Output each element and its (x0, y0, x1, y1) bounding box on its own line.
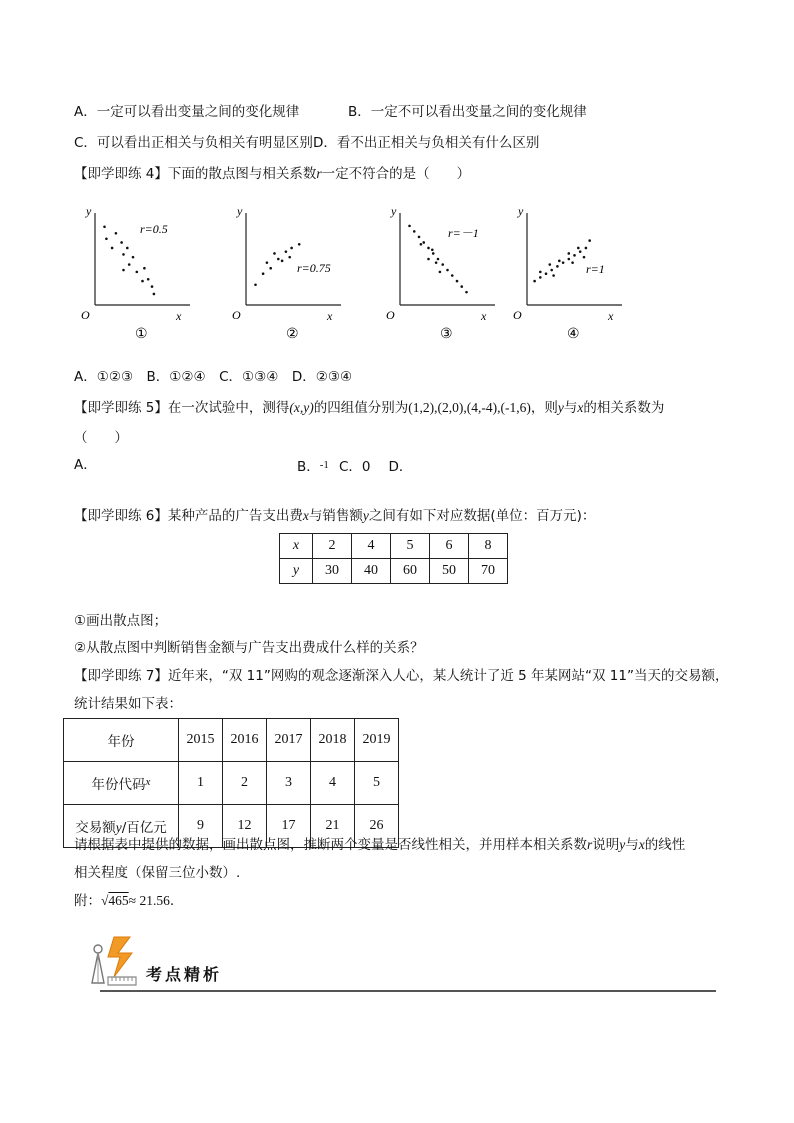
header-code-text: 年份代码 (91, 777, 146, 793)
correlation-label: r=1 (586, 262, 605, 276)
scatter-point (427, 258, 430, 261)
table-cell: 2018 (311, 719, 355, 762)
var-x: x (577, 400, 584, 415)
scatter-point (120, 241, 123, 244)
scatter-point (288, 256, 291, 259)
exercise-5-values: (1,2),(2,0),(4,-4),(-1,6) (408, 400, 531, 415)
table-cell: 2017 (267, 719, 311, 762)
scatter-point (269, 267, 272, 270)
table-cell: 40 (352, 559, 391, 584)
scatter-point (558, 260, 561, 263)
exercise-4-choices-text: A．①②③ B．①②④ C．①③④ D．②③④ (74, 369, 353, 385)
scatter-point (435, 261, 438, 264)
plot-number: ① (135, 327, 148, 342)
exercise-6-text-a: 某种产品的广告支出费 (167, 508, 303, 524)
scatter-point (147, 278, 150, 281)
exercise-7-text-line1: 近年来，“双 11”网购的观念逐渐深入人心，某人统计了近 5 年某网站“双 11”当天的交易额， (167, 668, 729, 684)
scatter-point (126, 247, 129, 250)
scatter-point (556, 265, 559, 268)
exercise-6-question (74, 507, 595, 525)
table-cell: 5 (355, 762, 399, 805)
scatter-point (568, 252, 571, 255)
exercise-5-option-a: A． (74, 457, 97, 473)
table-cell: 2019 (355, 719, 399, 762)
table-cell: 2016 (223, 719, 267, 762)
scatter-point (153, 293, 156, 296)
scatter-point (266, 261, 269, 264)
table-header (64, 762, 179, 805)
scatter-point (539, 271, 542, 274)
x-axis-label: x (608, 309, 614, 323)
exercise-7-q-a: 请根据表中提供的数据，画出散点图，推断两个变量是否线性相关，并用样本相关系数 (74, 837, 587, 853)
origin-label: O (513, 308, 522, 322)
table-cell: 3 (267, 762, 311, 805)
scatter-point (441, 263, 444, 266)
exercise-7-text-line2: 统计结果如下表： (74, 696, 182, 712)
var-r: r (587, 837, 593, 852)
sqrt-formula: √465 (101, 893, 129, 908)
exercise-5-text-e: 的相关系数为 (583, 400, 665, 416)
option-b-text: B．一定不可以看出变量之间的变化规律 (348, 104, 587, 120)
table-cell: 5 (391, 534, 430, 559)
section-divider (100, 990, 716, 992)
var-x: x (638, 837, 645, 852)
exercise-7-q-line2: 相关程度（保留三位小数）. (74, 865, 241, 881)
plot-number: ④ (567, 327, 580, 342)
scatter-plots (0, 195, 794, 355)
option-c-d-top (74, 134, 539, 152)
scatter-point (568, 258, 571, 261)
exercise-6-q1-text: ①画出散点图； (74, 613, 168, 629)
exercise-4-choices (74, 368, 352, 386)
scatter-point (281, 260, 284, 263)
pair-xy: (x,y) (289, 400, 314, 415)
scatter-point (413, 230, 416, 233)
table-row-y (280, 559, 508, 584)
var-y: y (557, 400, 564, 415)
exercise-7-q-c: 与 (625, 837, 639, 853)
table-cell: 2015 (179, 719, 223, 762)
scatter-point (290, 247, 293, 250)
y-axis-label: y (237, 204, 243, 218)
scatter-point (549, 263, 552, 266)
scatter-point (420, 243, 423, 246)
exercise-7-question-line2 (74, 864, 240, 882)
answer-paren: （ ） (74, 430, 128, 446)
scatter-point (115, 232, 118, 235)
scatter-point (422, 241, 425, 244)
table-cell: 17 (267, 805, 311, 848)
exercise-5-option-c: C．0 (338, 459, 371, 475)
scatter-point (552, 274, 555, 277)
exercise-6-q2 (74, 639, 424, 657)
scatter-point (136, 271, 139, 274)
table-row-code (64, 762, 399, 805)
table-cell: 70 (469, 559, 508, 584)
exercise-6-q2-text: ②从散点图中判断销售金额与广告支出费成什么样的关系？ (74, 640, 424, 656)
table-cell: 2 (313, 534, 352, 559)
scatter-point (103, 226, 106, 229)
scatter-point (408, 225, 411, 228)
exercise-6-tag: 【即学即练 6】 (74, 508, 168, 524)
exercise-7-line2 (74, 695, 182, 713)
section-logo-icon (84, 931, 144, 991)
exercise-5-question (74, 399, 664, 417)
exercise-4-text-b: 一定不符合的是（ ） (321, 166, 471, 182)
var-y: y (619, 837, 626, 852)
table-cell: x (280, 534, 313, 559)
exercise-6-text-c: 之间有如下对应数据(单位：百万元)： (368, 508, 596, 524)
table-cell: 12 (223, 805, 267, 848)
scatter-point (588, 239, 591, 242)
scatter-point (143, 267, 146, 270)
scatter-point (550, 269, 553, 272)
table-cell: 1 (179, 762, 223, 805)
exercise-6-text-b: 与销售额 (308, 508, 363, 524)
table-row-x (280, 534, 508, 559)
exercise-5-text-c: ，则 (530, 400, 558, 416)
header-amount-unit: /百亿元 (121, 820, 167, 836)
scatter-point (446, 269, 449, 272)
scatter-point (573, 254, 576, 257)
table-cell: 21 (311, 805, 355, 848)
transaction-table (63, 718, 399, 848)
x-axis-label: x (176, 309, 182, 323)
scatter-point (298, 243, 301, 246)
exercise-5-option-d: D． (388, 459, 413, 475)
header-amount-text: 交易额 (75, 820, 116, 836)
exercise-5-text-a: 在一次试验中，测得 (167, 400, 290, 416)
table-cell: 30 (313, 559, 352, 584)
table-header: 年份 (64, 719, 179, 762)
scatter-point (273, 252, 276, 255)
y-axis-label: y (86, 204, 92, 218)
note-approx: ≈ 21.56 (128, 893, 170, 908)
scatter-point (585, 247, 588, 250)
plot-number: ② (286, 327, 299, 342)
scatter-point (571, 261, 574, 264)
origin-label: O (386, 308, 395, 322)
scatter-point (122, 269, 125, 272)
exercise-4-text-a: 下面的散点图与相关系数 (167, 166, 317, 182)
exercise-4-tag: 【即学即练 4】 (74, 166, 168, 182)
table-cell: y (280, 559, 313, 584)
scatter-point (577, 247, 580, 250)
scatter-point (285, 250, 288, 253)
scatter-point (277, 258, 280, 261)
y-axis-label: y (518, 204, 524, 218)
var-y: y (115, 820, 122, 835)
exercise-7-q-d: 的线性 (644, 837, 686, 853)
advertising-sales-table (279, 533, 508, 584)
scatter-point (539, 276, 542, 279)
y-axis-label: y (391, 204, 397, 218)
exercise-5-option-b: B． (297, 459, 320, 475)
note-label: 附： (74, 893, 101, 909)
origin-label: O (81, 308, 90, 322)
table-cell: 4 (352, 534, 391, 559)
table-cell: 2 (223, 762, 267, 805)
scatter-point (111, 247, 114, 250)
exercise-7-line1 (74, 667, 728, 685)
exercise-7-note (74, 892, 174, 910)
table-row-year (64, 719, 399, 762)
scatter-point (151, 285, 154, 288)
table-cell: 6 (430, 534, 469, 559)
scatter-point (122, 253, 125, 256)
plot-number: ③ (440, 327, 453, 342)
var-r: r (316, 166, 322, 181)
var-y: y (362, 508, 369, 523)
scatter-point (254, 283, 257, 286)
option-a-top (74, 103, 299, 121)
scatter-point (128, 263, 131, 266)
scatter-point (105, 237, 108, 240)
scatter-point (451, 274, 454, 277)
table-cell: 26 (355, 805, 399, 848)
scatter-point (579, 250, 582, 253)
scatter-point (262, 272, 265, 275)
correlation-label: r=－1 (448, 226, 479, 240)
table-cell: 60 (391, 559, 430, 584)
scatter-point (439, 271, 442, 274)
exercise-6-q1 (74, 612, 167, 630)
exercise-5-paren (74, 429, 128, 447)
scatter-point (427, 247, 430, 250)
note-period: . (169, 893, 175, 909)
scatter-point (583, 256, 586, 259)
exercise-5-text-b: 的四组值分别为 (313, 400, 409, 416)
origin-label: O (232, 308, 241, 322)
scatter-point (460, 285, 463, 288)
table-cell: 8 (469, 534, 508, 559)
scatter-point (431, 249, 434, 252)
scatter-point (141, 280, 144, 283)
table-cell: 50 (430, 559, 469, 584)
option-a-text: A．一定可以看出变量之间的变化规律 (74, 104, 300, 120)
exercise-4-question (74, 165, 470, 183)
exercise-7-tag: 【即学即练 7】 (74, 668, 168, 684)
exercise-5-opt-bcd (297, 456, 412, 476)
option-b-top (348, 103, 587, 121)
table-cell: 4 (311, 762, 355, 805)
option-d-text: D．看不出正相关与负相关有什么区别 (312, 135, 540, 151)
var-x: x (302, 508, 309, 523)
table-cell: 9 (179, 805, 223, 848)
correlation-label: r=0.75 (297, 261, 331, 275)
scatter-point (456, 280, 459, 283)
exercise-5-text-d: 与 (563, 400, 578, 416)
scatter-point (533, 280, 536, 283)
option-c-text: C．可以看出正相关与负相关有明显区别 (74, 135, 313, 151)
sqrt-radicand: 465 (108, 893, 129, 908)
scatter-point (437, 258, 440, 261)
x-axis-label: x (327, 309, 333, 323)
section-title: 考点精析 (146, 965, 223, 984)
exercise-5-opt-a (74, 456, 97, 474)
scatter-point (432, 252, 435, 255)
scatter-point (132, 256, 135, 259)
exercise-5-tag: 【即学即练 5】 (74, 400, 168, 416)
scatter-point (545, 272, 548, 275)
correlation-label: r=0.5 (140, 222, 168, 236)
scatter-point (418, 236, 421, 239)
exercise-7-question (74, 836, 685, 854)
var-x: x (145, 776, 151, 788)
exercise-7-q-b: 说明 (592, 837, 620, 853)
x-axis-label: x (481, 309, 487, 323)
exercise-5-option-b-value: -1 (319, 459, 329, 471)
scatter-point (465, 291, 468, 294)
scatter-point (562, 261, 565, 264)
